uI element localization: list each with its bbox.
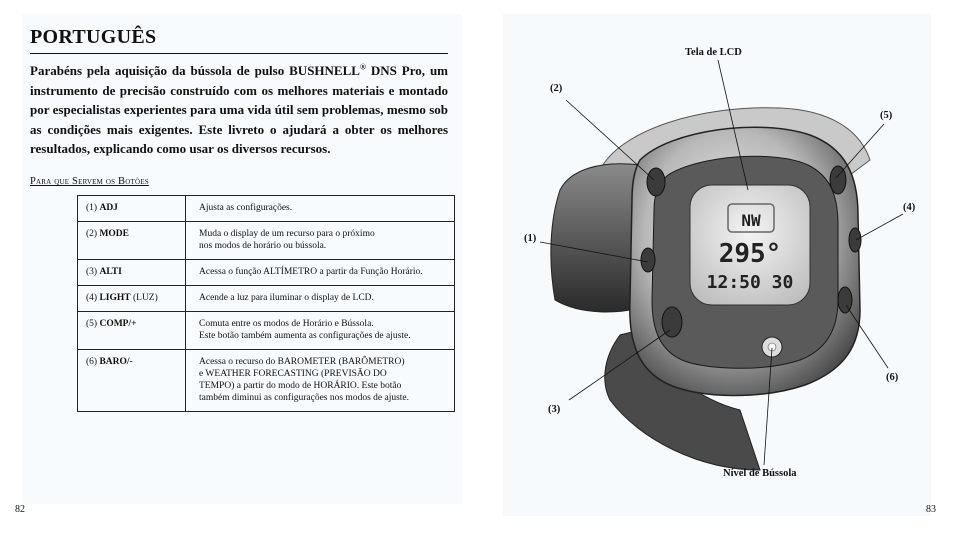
button-name: COMP/+ <box>99 319 137 329</box>
button-description-line: TEMPO) a partir do modo de HORÁRIO. Este botão <box>199 381 402 391</box>
callout-3: (3) <box>548 404 561 415</box>
button-number: (1) <box>86 203 100 213</box>
button-name: BARO/- <box>99 357 133 367</box>
callout-1: (1) <box>524 233 537 244</box>
page-number-right: 83 <box>926 504 936 515</box>
button-6-baro <box>838 287 852 313</box>
button-2-mode <box>647 168 665 196</box>
label-lcd-screen: Tela de LCD <box>685 47 742 58</box>
button-number: (4) <box>86 293 100 303</box>
button-1-adj <box>641 248 655 272</box>
callout-5: (5) <box>880 110 893 121</box>
button-description-line: Acessa o função ALTÍMETRO a partir da Função Horário. <box>199 267 423 277</box>
button-description-line: Muda o display de um recurso para o próximo <box>199 229 375 239</box>
registered-mark: ® <box>359 62 366 72</box>
button-description-line: Acessa o recurso do BAROMETER (BARÔMETRO) <box>199 357 405 367</box>
button-description-line: Comuta entre os modos de Horário e Bússola. <box>199 319 374 329</box>
leader-4 <box>856 214 903 240</box>
button-4-light <box>849 228 861 252</box>
page-heading: PORTUGUÊS <box>30 26 157 48</box>
intro-text-start: Parabéns pela aquisição da bússola de pulso BUSHNELL <box>30 63 360 78</box>
button-5-comp <box>830 166 846 194</box>
button-description-line: Este botão também aumenta as configurações de ajuste. <box>199 331 411 341</box>
lcd-direction: NW <box>741 211 761 230</box>
label-compass-level: Nível de Bússola <box>723 468 797 479</box>
button-number: (3) <box>86 267 100 277</box>
callout-6: (6) <box>886 372 899 383</box>
callout-2: (2) <box>550 83 563 94</box>
lcd-time: 12:50 30 <box>706 272 794 293</box>
button-name-extra: (LUZ) <box>130 293 158 303</box>
button-description-line: nos modos de horário ou bússola. <box>199 241 327 251</box>
lcd-bearing: 295° <box>718 239 782 269</box>
button-description-line: e WEATHER FORECASTING (PREVISÃO DO <box>199 369 387 379</box>
button-name: ALTI <box>99 267 122 277</box>
section-title: Para que Servem os Botões <box>30 176 149 187</box>
button-name: LIGHT <box>99 293 131 303</box>
button-description-line: também diminui as configurações nos modos de ajuste. <box>199 393 410 403</box>
button-3-alti <box>662 307 682 337</box>
button-number: (5) <box>86 319 100 329</box>
button-number: (2) <box>86 229 100 239</box>
button-name: ADJ <box>99 203 118 213</box>
intro-text-end: DNS Pro, um instrumento de precisão construído com os melhores materiais e montado por especialistas experientes para uma vida útil sem problemas, mesmo sob as condições mais exigentes. Este livreto o ajudará a obter os melhores resultados, explicando como usar os diversos recursos. <box>30 63 448 156</box>
callout-4: (4) <box>903 202 916 213</box>
button-number: (6) <box>86 357 100 367</box>
page-number-left: 82 <box>15 504 25 515</box>
button-name: MODE <box>99 229 130 239</box>
button-description-line: Acende a luz para iluminar o display de LCD. <box>199 293 374 303</box>
button-description-line: Ajusta as configurações. <box>199 203 293 213</box>
